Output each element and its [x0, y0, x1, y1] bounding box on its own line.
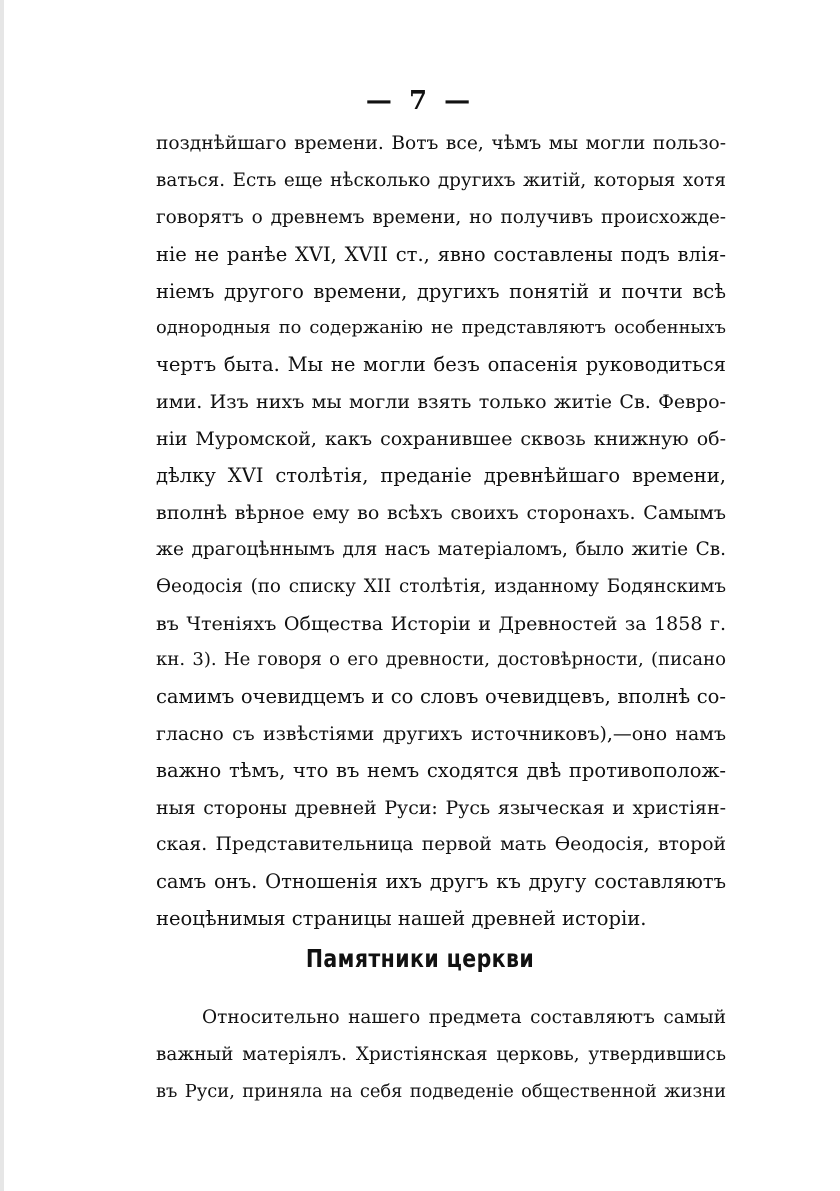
- page-spine-shadow: [0, 0, 4, 1191]
- text-line: дѣлку XVI столѣтія, преданіе древнѣйшаго времени,: [156, 464, 726, 488]
- text-line: ніи Муромской, какъ сохранившее сквозь книжную об-: [156, 428, 726, 451]
- text-line: позднѣйшаго времени. Вотъ все, чѣмъ мы могли пользо-: [156, 133, 726, 154]
- text-line: ими. Изъ нихъ мы могли взять только житіе Св. Февро-: [156, 391, 726, 414]
- text-line: Относительно нашего предмета составляютъ самый: [202, 1007, 726, 1028]
- text-line: самъ онъ. Отношенія ихъ другъ къ другу составляютъ: [156, 869, 726, 893]
- text-line: Ѳеодосія (по списку XII столѣтія, изданному Бодянскимъ: [156, 575, 726, 597]
- text-line: говорятъ о древнемъ времени, но получивъ происхожде-: [156, 206, 726, 228]
- text-line: ская. Представительница первой мать Ѳеодосія, второй: [156, 833, 726, 855]
- text-line: ніе не ранѣе XVI, XVII ст., явно составлены подъ влія-: [156, 242, 726, 266]
- text-line: ніемъ другого времени, другихъ понятій и почти всѣ: [156, 279, 726, 303]
- text-line: же драгоцѣннымъ для насъ матеріаломъ, было житіе Св.: [156, 538, 726, 560]
- text-line: въ Руси, приняла на себя подведеніе общественной жизни: [156, 1080, 726, 1102]
- text-line: неоцѣнимыя страницы нашей древней исторіи.: [156, 906, 647, 930]
- text-line: важный матеріялъ. Христіянская церковь, утвердившись: [156, 1043, 726, 1065]
- text-line: ныя стороны древней Руси: Русь языческая и христіян-: [156, 797, 726, 820]
- text-line: ваться. Есть еще нѣсколько другихъ житій, которыя хотя: [156, 169, 726, 191]
- paragraph-section: [156, 1000, 726, 1111]
- text-line: вполнѣ вѣрное ему во всѣхъ своихъ сторонахъ. Самымъ: [156, 501, 726, 524]
- text-line: важно тѣмъ, что въ немъ сходятся двѣ противополож-: [156, 759, 726, 783]
- text-line: въ Чтеніяхъ Общества Исторіи и Древностей за 1858 г.: [156, 612, 726, 635]
- text-line: однородныя по содержанію не представляютъ особенныхъ: [156, 317, 726, 339]
- text-line: самимъ очевидцемъ и со словъ очевидцевъ, вполнѣ со-: [156, 685, 726, 709]
- section-heading: Памятники церкви: [305, 944, 535, 973]
- text-line: кн. 3). Не говоря о его древности, достовѣрности, (писано: [156, 649, 726, 671]
- text-line: чертъ быта. Мы не могли безъ опасенія руководиться: [156, 353, 726, 377]
- text-line: гласно съ извѣстіями другихъ источниковъ),—оно намъ: [156, 723, 726, 746]
- paragraph-main: [156, 126, 726, 938]
- page-number: — 7 —: [365, 86, 475, 116]
